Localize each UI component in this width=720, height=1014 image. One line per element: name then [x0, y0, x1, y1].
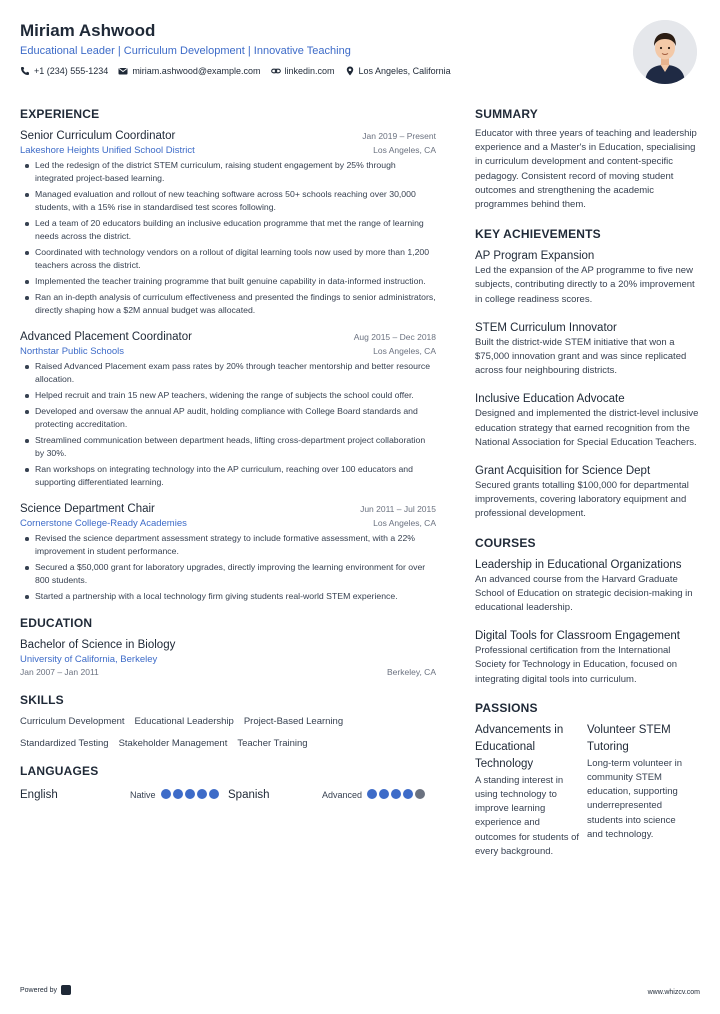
course-title: Leadership in Educational Organizations: [475, 558, 682, 571]
location-icon: [345, 66, 355, 76]
powered-by-text: Powered by: [20, 986, 57, 994]
proficiency-dot: [173, 789, 183, 799]
bullet-item: Started a partnership with a local technology firm giving students real-world STEM experience.: [20, 590, 436, 603]
edu-school: University of California, Berkeley: [20, 654, 158, 665]
passions-list: [475, 722, 700, 859]
achievement-desc: Built the district-wide STEM initiative that won a $75,000 innovation grant and was since replicated across four neighbouring districts.: [475, 336, 687, 377]
proficiency-dot: [185, 789, 195, 799]
proficiency-dot: [415, 789, 425, 799]
course-desc: An advanced course from the Harvard Graduate School of Education on strategic decision-making in educational leadership.: [475, 573, 693, 614]
achievement-item: [475, 320, 700, 379]
email-icon: [118, 66, 128, 76]
proficiency-dot: [379, 789, 389, 799]
bullet-item: Led a team of 20 educators building an inclusive education programme that met the range of learning needs across the district.: [20, 217, 436, 243]
course-desc: Professional certification from the International Society for Technology in Education, focused on integrating digital tools into curriculum.: [475, 645, 678, 685]
passion-desc: Long-term volunteer in community STEM education, supporting underrepresented students into science and technology.: [587, 757, 683, 840]
right-column: [475, 106, 700, 859]
achievement-item: [475, 391, 700, 450]
language-name: Spanish: [228, 789, 270, 801]
passion-title: Volunteer STEM Tutoring: [587, 723, 671, 753]
skill-item: Teacher Training: [237, 738, 308, 749]
achievement-title: STEM Curriculum Innovator: [475, 321, 617, 334]
bullet-item: Ran workshops on integrating technology into the AP curriculum, reaching over 100 educators and supporting differentiated learning.: [20, 463, 436, 489]
skills-heading: SKILLS: [20, 693, 64, 707]
skill-item: Stakeholder Management: [118, 738, 228, 749]
passion-item: [475, 722, 587, 859]
achievements-heading: KEY ACHIEVEMENTS: [475, 227, 601, 242]
achievement-title: AP Program Expansion: [475, 250, 595, 263]
bullet-item: Secured a $50,000 grant for laboratory upgrades, directly improving the learning environment for over 800 students.: [20, 561, 436, 587]
job-title: Senior Curriculum Coordinator: [20, 130, 176, 142]
edu-degree: Bachelor of Science in Biology: [20, 639, 176, 651]
achievement-item: [475, 463, 700, 522]
language-level: Native: [130, 790, 156, 800]
job-dates: Jan 2019 – Present: [362, 131, 436, 141]
job-company: Lakeshore Heights Unified School District: [20, 145, 195, 156]
education-item: [20, 637, 436, 678]
achievement-desc: Led the expansion of the AP programme to five new subjects, contributing directly to a 20% improvement in college readiness scores.: [475, 265, 695, 305]
job-bullets: [20, 532, 436, 603]
summary-heading: SUMMARY: [475, 107, 538, 121]
job-location: Los Angeles, CA: [373, 145, 436, 155]
bullet-item: Streamlined communication between department heads, lifting cross-department project collaboration by 30%.: [20, 434, 436, 460]
avatar-illustration: [633, 20, 697, 84]
course-title: Digital Tools for Classroom Engagement: [475, 630, 680, 643]
experience-item: [20, 128, 436, 317]
bullet-item: Raised Advanced Placement exam pass rates by 20% through teacher mentorship and better resource allocation.: [20, 360, 436, 386]
experience-item: [20, 329, 436, 489]
bullet-item: Implemented the teacher training programme that built genuine capability in data-informed instruction.: [20, 275, 436, 288]
candidate-tagline: Educational Leader | Curriculum Development | Innovative Teaching: [20, 45, 351, 57]
language-item: [228, 786, 436, 804]
education-heading: EDUCATION: [20, 616, 93, 630]
job-dates: Aug 2015 – Dec 2018: [353, 332, 436, 342]
job-title: Advanced Placement Coordinator: [20, 331, 192, 343]
job-company: Northstar Public Schools: [20, 346, 125, 357]
job-company: Cornerstone College-Ready Academies: [20, 518, 187, 529]
proficiency-dot: [391, 789, 401, 799]
linkedin-text[interactable]: linkedin.com: [284, 66, 335, 76]
proficiency-dot: [161, 789, 171, 799]
job-title: Science Department Chair: [20, 503, 155, 515]
contact-bar: [20, 66, 620, 76]
passion-item: [587, 722, 700, 859]
summary-text: Educator with three years of teaching and leadership experience and a Master's in Education, specialising in curriculum development and content-specific pedagogy. Consistent record of moving student outcomes and strengthening the academic programmes behind them.: [475, 128, 697, 211]
phone-icon: [20, 66, 30, 76]
contact-phone: [20, 66, 108, 76]
passions-heading: PASSIONS: [475, 700, 538, 715]
course-item: [475, 628, 700, 687]
contact-email[interactable]: [118, 66, 260, 76]
job-dates: Jun 2011 – Jul 2015: [360, 504, 436, 514]
language-dots: [367, 786, 427, 804]
job-location: Los Angeles, CA: [373, 518, 436, 528]
link-icon: [271, 66, 281, 76]
job-bullets: [20, 360, 436, 489]
proficiency-dot: [367, 789, 377, 799]
left-column: [20, 106, 436, 804]
bullet-item: Managed evaluation and rollout of new teaching software across 50+ schools reaching over 30,000 students, with a 15% rise in standardised test scores following.: [20, 188, 436, 214]
skill-item: Curriculum Development: [20, 716, 125, 727]
phone-text: +1 (234) 555-1234: [34, 66, 109, 76]
language-level: Advanced: [322, 790, 363, 800]
brand-logo-icon: [61, 985, 71, 995]
proficiency-dot: [197, 789, 207, 799]
language-name: English: [20, 789, 58, 801]
bullet-item: Led the redesign of the district STEM curriculum, raising student engagement by 25% through integrated project-based learning.: [20, 159, 436, 185]
course-item: [475, 557, 700, 616]
language-item: [20, 786, 228, 804]
achievement-title: Grant Acquisition for Science Dept: [475, 465, 651, 478]
skill-item: Standardized Testing: [20, 738, 109, 749]
edu-dates: Jan 2007 – Jan 2011: [20, 667, 99, 677]
bullet-item: Developed and oversaw the annual AP audit, holding compliance with College Board standards and protecting accreditation.: [20, 405, 436, 431]
contact-linkedin[interactable]: [271, 66, 335, 76]
job-bullets: [20, 159, 436, 317]
experience-item: [20, 501, 436, 603]
achievement-item: [475, 248, 700, 307]
bullet-item: Coordinated with technology vendors on a rollout of digital learning tools now used by more than 1,200 teachers across the district.: [20, 246, 436, 272]
passion-title: Advancements in Educational Technology: [475, 723, 564, 770]
achievement-title: Inclusive Education Advocate: [475, 393, 625, 406]
footer-site[interactable]: www.whizcv.com: [647, 989, 700, 996]
language-dots: [161, 786, 221, 804]
courses-heading: COURSES: [475, 535, 536, 550]
achievement-desc: Secured grants totalling $100,000 for departmental improvements, covering laboratory equipment and professional development.: [475, 480, 689, 520]
job-location: Los Angeles, CA: [373, 346, 436, 356]
email-text[interactable]: miriam.ashwood@example.com: [132, 66, 261, 76]
avatar: [633, 20, 697, 84]
skills-list: [20, 715, 436, 759]
bullet-item: Revised the science department assessment strategy to include formative assessment, with a 22% improvement in student performance.: [20, 532, 436, 558]
passion-desc: A standing interest in using technology to improve learning experience and outcomes for students of every background.: [475, 774, 580, 857]
languages-heading: LANGUAGES: [20, 764, 99, 778]
skill-item: Project-Based Learning: [243, 716, 344, 727]
contact-location: [345, 66, 451, 76]
bullet-item: Helped recruit and train 15 new AP teachers, widening the range of subjects the school could offer.: [20, 389, 436, 402]
skill-item: Educational Leadership: [134, 716, 234, 727]
candidate-name: Miriam Ashwood: [20, 21, 156, 40]
powered-by: [20, 985, 71, 995]
location-text: Los Angeles, California: [358, 66, 451, 76]
proficiency-dot: [403, 789, 413, 799]
resume-header: [20, 20, 620, 76]
bullet-item: Ran an in-depth analysis of curriculum effectiveness and presented the findings to senior administrators, directly shaping how a $2M annual budget was allocated.: [20, 291, 436, 317]
experience-heading: EXPERIENCE: [20, 107, 100, 121]
proficiency-dot: [209, 789, 219, 799]
achievement-desc: Designed and implemented the district-level inclusive education strategy that earned recognition from the National Association for Special Education Teachers.: [475, 408, 699, 448]
edu-location: Berkeley, CA: [387, 667, 436, 677]
languages-list: [20, 786, 436, 804]
